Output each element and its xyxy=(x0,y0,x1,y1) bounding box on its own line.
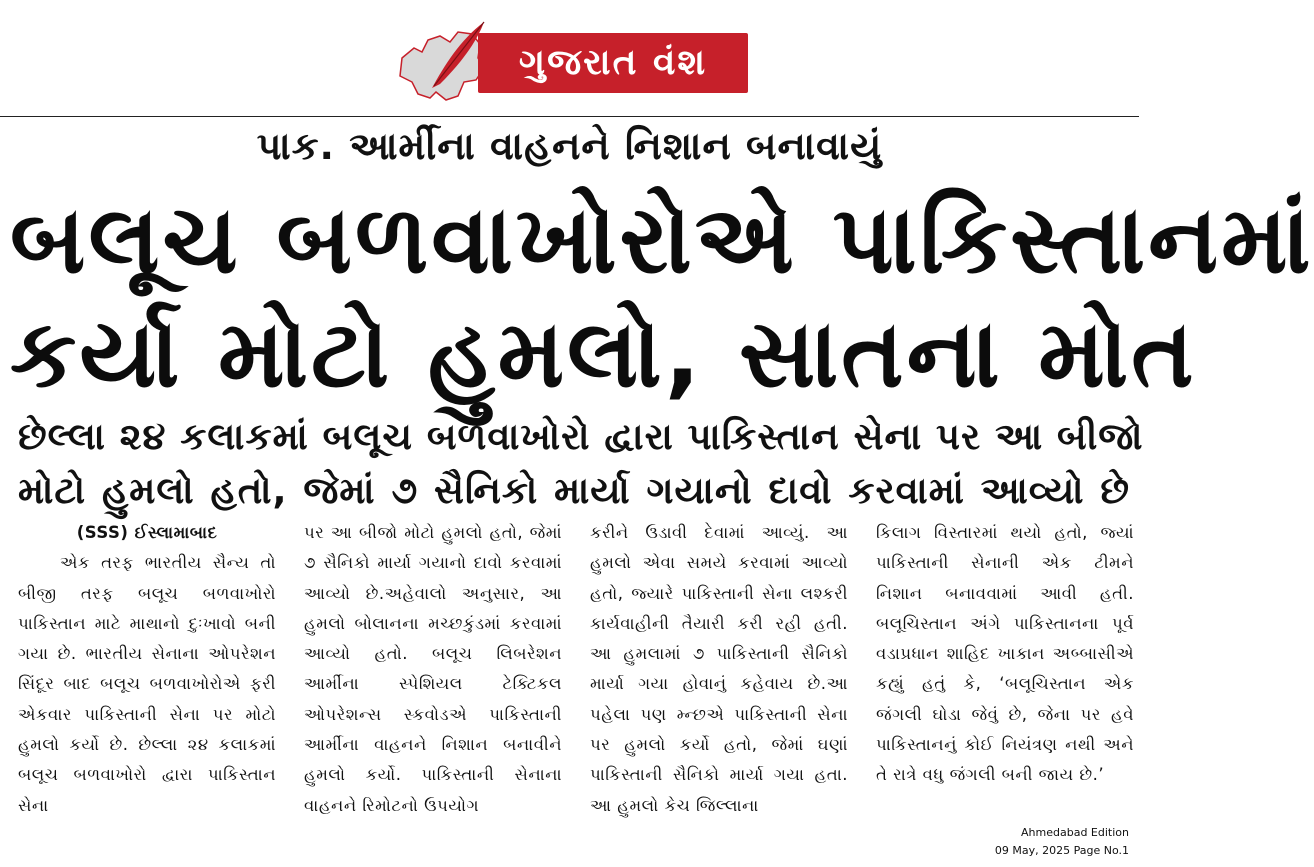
edition-name: Ahmedabad Edition xyxy=(1021,826,1129,839)
body-column-4 xyxy=(876,518,1134,818)
brand-logo xyxy=(478,33,748,93)
column-text: એક તરફ ભારતીય સૈન્ય તો બીજી તરફ બલૂચ બળવાખોરો પાકિસ્તાન માટે માથાનો દુઃખાવો બની ગયા છે. ભારતીય સેનાના ઓપરેશન સિંદૂર બાદ બલૂચ બળવાખોરોએ ફરી એકવાર પાકિસ્તાની સેના પર મોટો હુમલો કર્યો છે. છેલ્લા ૨૪ કલાકમાં બલૂચ બળવાખોરો દ્વારા પાકિસ્તાન સેના xyxy=(18,553,276,815)
dateline: (SSS) ઈસ્લામાબાદ xyxy=(76,523,218,542)
subhead-line-1: છેલ્લા ૨૪ કલાકમાં બલૂચ બળવાખોરો દ્વારા પાકિસ્તાન સેના પર આ બીજો xyxy=(18,415,1144,458)
brand-name: ગુજરાત વંશ xyxy=(518,42,708,83)
edition-date-page: 09 May, 2025 Page No.1 xyxy=(994,844,1129,857)
column-text: કિલાગ વિસ્તારમાં થયો હતો, જ્યાં પાકિસ્તાની સેનાની એક ટીમને નિશાન બનાવવામાં આવી હતી. બલૂચિસ્તાન અંગે પાકિસ્તાનના પૂર્વ વડાપ્રધાન શાહિદ ખાકાન અબ્બાસીએ કહ્યું હતું કે, ‘બલૂચિસ્તાન એક જંગલી ઘોડા જેવું છે, જેના પર હવે પાકિસ્તાનનું કોઈ નિયંત્રણ નથી અને તે રાત્રે વધુ જંગલી બની જાય છે.’ xyxy=(876,523,1134,785)
body-column-3 xyxy=(590,518,848,818)
article-subhead xyxy=(18,410,1144,518)
edition-info xyxy=(995,824,1129,860)
body-column-2 xyxy=(304,518,562,818)
column-text: પર આ બીજો મોટો હુમલો હતો, જેમાં ૭ સૈનિકો માર્યા ગયાનો દાવો કરવામાં આવ્યો છે.અહેવાલો અનુસાર, આ હુમલો બોલાનના મચ્છકુંડમાં કરવામાં આવ્યો હતો. બલૂચ લિબરેશન આર્મીના સ્પેશિયલ ટેક્ટિકલ ઓપરેશન્સ સ્કવોડએ પાકિસ્તાની આર્મીના વાહનને નિશાન બનાવીને હુમલો કર્યો. પાકિસ્તાની સેનાના વાહનને રિમોટનો ઉપયોગ xyxy=(304,523,562,815)
subhead-line-2: મોટો હુમલો હતો, જેમાં ૭ સૈનિકો માર્યા ગયાનો દાવો કરવામાં આવ્યો છે xyxy=(18,469,1130,512)
headline-line-1: બલૂચ બળવાખોરોએ પાકિસ્તાનમાં xyxy=(10,186,1314,295)
article-body xyxy=(18,518,1134,818)
body-column-1 xyxy=(18,518,276,818)
headline-line-2: કર્યા મોટો હુમલો, સાતના મોત xyxy=(10,300,1197,409)
masthead-divider xyxy=(0,116,1139,117)
article-kicker: પાક. આર્મીના વાહનને નિશાન બનાવાયું xyxy=(256,124,883,168)
article-headline xyxy=(10,184,1314,412)
masthead xyxy=(0,0,1139,112)
column-text: કરીને ઉડાવી દેવામાં આવ્યું. આ હુમલો એવા સમયે કરવામાં આવ્યો હતો, જ્યારે પાકિસ્તાની સેના લશ્કરી કાર્યવાહીની તૈયારી કરી રહી હતી. આ હુમલામાં ૭ પાકિસ્તાની સૈનિકો માર્યા ગયા હોવાનું કહેવાય છે.આ પહેલા પણ મ્ન્છએ પાકિસ્તાની સેના પર હુમલો કર્યો હતો, જેમાં ઘણાં પાકિસ્તાની સૈનિકો માર્યા ગયા હતા. આ હુમલો કેચ જિલ્લાના xyxy=(590,523,848,815)
